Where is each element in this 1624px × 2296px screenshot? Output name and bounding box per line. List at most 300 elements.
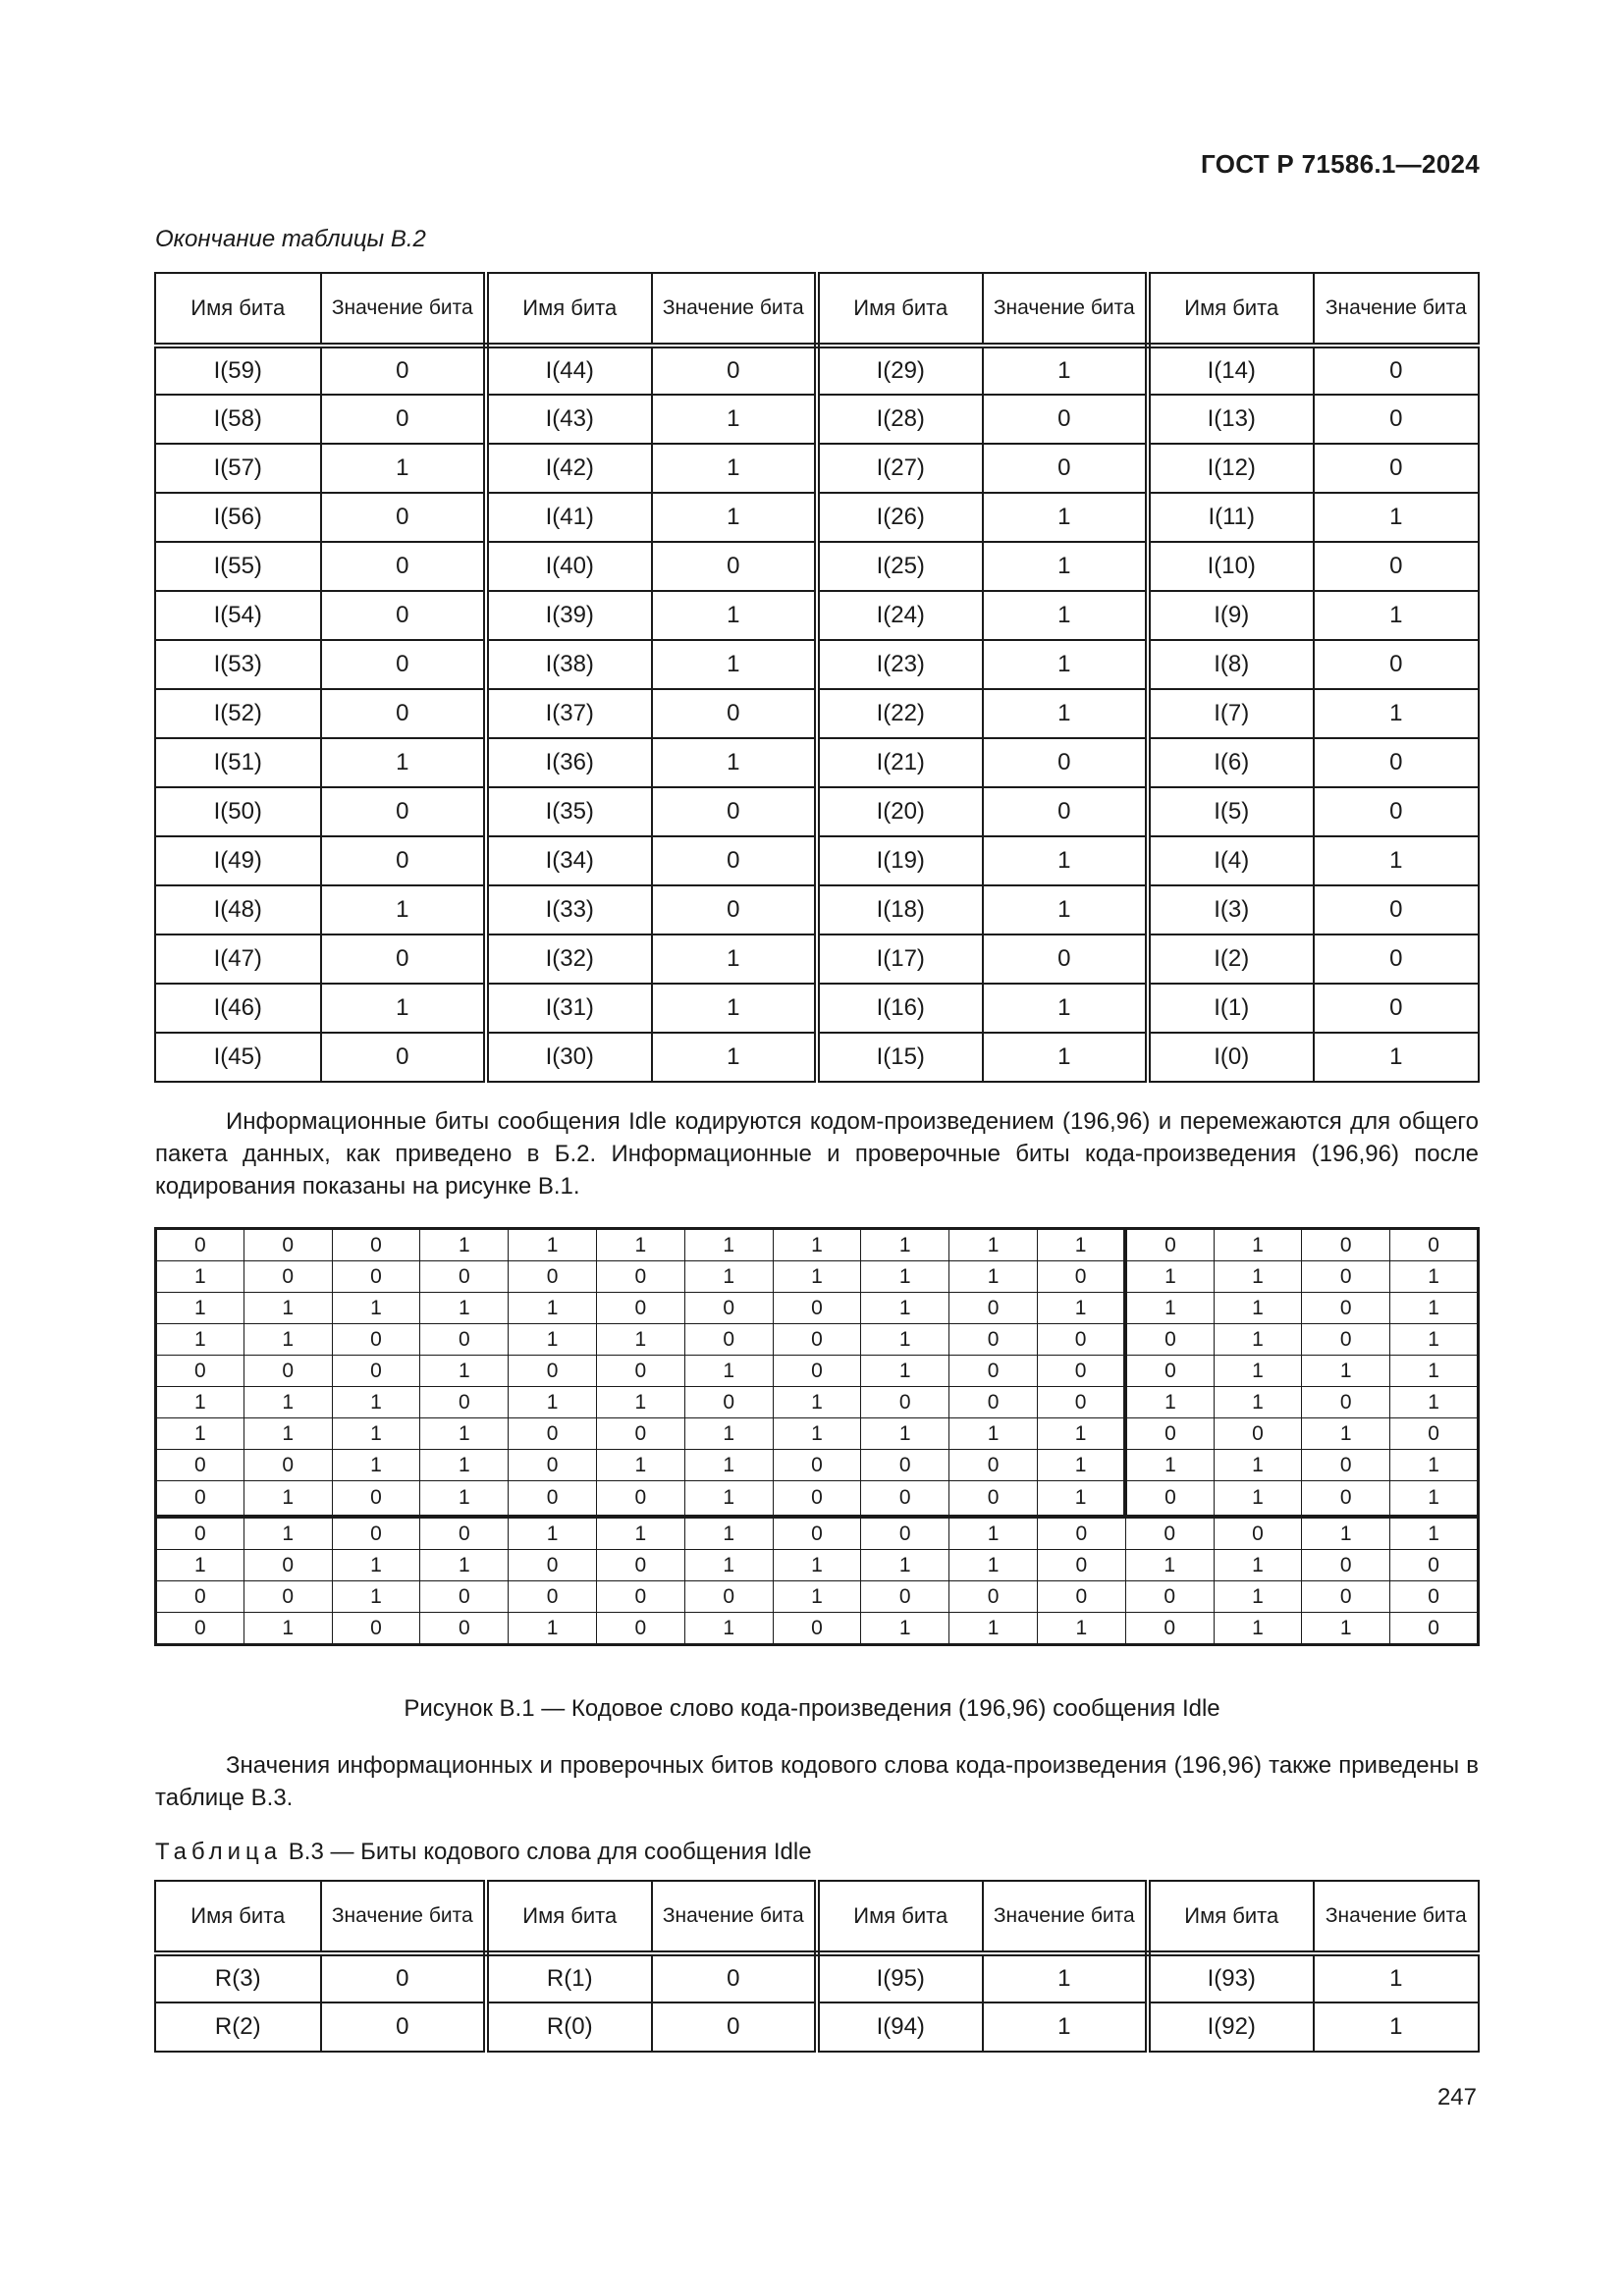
figure-caption: Рисунок В.1 — Кодовое слово кода-произведения (196,96) сообщения Idle xyxy=(404,1695,1220,1722)
codeword-figure xyxy=(154,1227,1480,1646)
column-header-bit-name: Имя бита xyxy=(486,273,652,346)
bit-value-cell: 1 xyxy=(983,836,1149,885)
codeword-bit: 1 xyxy=(1214,1261,1302,1293)
codeword-bit: 1 xyxy=(1214,1450,1302,1481)
bit-name-cell: I(6) xyxy=(1148,738,1314,787)
codeword-bit: 1 xyxy=(244,1481,332,1518)
bit-name-cell: I(40) xyxy=(486,542,652,591)
codeword-bit: 0 xyxy=(1125,1418,1214,1450)
bit-value-cell: 1 xyxy=(652,591,818,640)
bit-value-cell: 0 xyxy=(321,493,487,542)
bit-value-cell: 1 xyxy=(983,885,1149,934)
bit-name-cell: I(12) xyxy=(1148,444,1314,493)
bit-name-cell: I(42) xyxy=(486,444,652,493)
bit-name-cell: I(3) xyxy=(1148,885,1314,934)
bit-value-cell: 1 xyxy=(983,346,1149,395)
codeword-row xyxy=(156,1261,1479,1293)
codeword-bit: 1 xyxy=(684,1450,773,1481)
codeword-bit: 0 xyxy=(684,1581,773,1613)
codeword-bit: 0 xyxy=(949,1324,1038,1356)
codeword-bit: 0 xyxy=(1390,1229,1479,1261)
codeword-row xyxy=(156,1450,1479,1481)
codeword-bit: 1 xyxy=(1390,1450,1479,1481)
bit-name-cell: I(93) xyxy=(1148,1953,1314,2002)
bit-name-cell: I(45) xyxy=(155,1033,321,1082)
codeword-bit: 1 xyxy=(509,1229,597,1261)
bit-name-cell: I(18) xyxy=(817,885,983,934)
bit-value-cell: 0 xyxy=(652,1953,818,2002)
codeword-bit: 1 xyxy=(596,1517,684,1550)
bit-value-cell: 1 xyxy=(983,689,1149,738)
codeword-bit: 0 xyxy=(1125,1517,1214,1550)
codeword-bit: 1 xyxy=(509,1293,597,1324)
codeword-bit: 1 xyxy=(684,1418,773,1450)
column-header-bit-name: Имя бита xyxy=(155,273,321,346)
codeword-bit: 0 xyxy=(773,1450,861,1481)
bit-name-cell: I(35) xyxy=(486,787,652,836)
codeword-bit: 0 xyxy=(949,1481,1038,1518)
codeword-bit: 1 xyxy=(420,1229,509,1261)
codeword-bit: 1 xyxy=(1214,1293,1302,1324)
codeword-bit: 1 xyxy=(156,1261,244,1293)
bit-name-cell: I(7) xyxy=(1148,689,1314,738)
codeword-bit: 1 xyxy=(684,1613,773,1645)
bit-name-cell: I(50) xyxy=(155,787,321,836)
codeword-bit: 0 xyxy=(1037,1550,1125,1581)
codeword-bit: 1 xyxy=(684,1517,773,1550)
codeword-bit: 1 xyxy=(420,1481,509,1518)
codeword-bit: 0 xyxy=(509,1550,597,1581)
bit-value-cell: 0 xyxy=(983,395,1149,444)
codeword-bit: 0 xyxy=(861,1450,949,1481)
codeword-bit: 0 xyxy=(861,1387,949,1418)
codeword-bit: 0 xyxy=(949,1450,1038,1481)
codeword-row xyxy=(156,1550,1479,1581)
bit-name-cell: I(34) xyxy=(486,836,652,885)
bit-value-cell: 0 xyxy=(1314,542,1480,591)
table-row xyxy=(155,1033,1479,1082)
codeword-bit: 0 xyxy=(596,1293,684,1324)
bit-value-cell: 0 xyxy=(321,591,487,640)
codeword-bit: 1 xyxy=(1214,1613,1302,1645)
codeword-bit: 0 xyxy=(509,1450,597,1481)
codeword-bit: 1 xyxy=(684,1229,773,1261)
codeword-bit: 1 xyxy=(1037,1481,1125,1518)
codeword-bit: 1 xyxy=(1302,1356,1390,1387)
paragraph-encoding xyxy=(155,1105,1479,1202)
bit-value-cell: 1 xyxy=(652,738,818,787)
bit-value-cell: 1 xyxy=(983,591,1149,640)
codeword-bit: 1 xyxy=(332,1581,420,1613)
bit-name-cell: I(16) xyxy=(817,984,983,1033)
bit-name-cell: I(26) xyxy=(817,493,983,542)
codeword-bit: 0 xyxy=(1390,1581,1479,1613)
bit-value-cell: 0 xyxy=(1314,934,1480,984)
bit-name-cell: I(30) xyxy=(486,1033,652,1082)
bit-name-cell: I(14) xyxy=(1148,346,1314,395)
bit-name-cell: I(8) xyxy=(1148,640,1314,689)
paragraph-codeword-values-text: Значения информационных и проверочных битов кодового слова кода-произведения (196,96) также приведены в таблице В.3. xyxy=(155,1752,1479,1811)
column-header-bit-name: Имя бита xyxy=(1148,273,1314,346)
bit-value-cell: 0 xyxy=(321,787,487,836)
codeword-bit: 1 xyxy=(1302,1517,1390,1550)
bit-value-cell: 0 xyxy=(321,2002,487,2052)
bit-name-cell: I(28) xyxy=(817,395,983,444)
bit-name-cell: I(31) xyxy=(486,984,652,1033)
codeword-bit: 1 xyxy=(1214,1550,1302,1581)
codeword-bit: 0 xyxy=(1302,1581,1390,1613)
bit-value-cell: 0 xyxy=(321,346,487,395)
column-header-bit-name: Имя бита xyxy=(155,1881,321,1953)
codeword-bit: 1 xyxy=(1125,1261,1214,1293)
bit-name-cell: I(57) xyxy=(155,444,321,493)
codeword-bit: 0 xyxy=(1390,1418,1479,1450)
codeword-bit: 0 xyxy=(332,1356,420,1387)
codeword-bit: 0 xyxy=(1125,1581,1214,1613)
bit-name-cell: I(36) xyxy=(486,738,652,787)
bit-value-cell: 0 xyxy=(1314,984,1480,1033)
codeword-bit: 0 xyxy=(244,1550,332,1581)
codeword-bit: 1 xyxy=(244,1613,332,1645)
bit-value-cell: 1 xyxy=(983,493,1149,542)
table-row xyxy=(155,493,1479,542)
column-header-bit-value: Значение бита xyxy=(983,1881,1149,1953)
table-row xyxy=(155,836,1479,885)
codeword-bit: 0 xyxy=(1302,1550,1390,1581)
bit-value-cell: 1 xyxy=(652,493,818,542)
bit-value-cell: 0 xyxy=(983,934,1149,984)
codeword-bit: 0 xyxy=(332,1261,420,1293)
codeword-bit: 0 xyxy=(773,1517,861,1550)
codeword-bit: 0 xyxy=(1390,1550,1479,1581)
codeword-bit: 0 xyxy=(1302,1450,1390,1481)
bit-value-cell: 0 xyxy=(1314,395,1480,444)
codeword-bit: 1 xyxy=(1214,1387,1302,1418)
codeword-bit: 1 xyxy=(332,1293,420,1324)
bit-value-cell: 0 xyxy=(321,934,487,984)
codeword-bit: 1 xyxy=(684,1261,773,1293)
bit-name-cell: I(51) xyxy=(155,738,321,787)
codeword-bit: 1 xyxy=(861,1293,949,1324)
bit-value-cell: 1 xyxy=(983,2002,1149,2052)
codeword-row xyxy=(156,1356,1479,1387)
codeword-bit: 1 xyxy=(1390,1356,1479,1387)
bit-value-cell: 1 xyxy=(321,984,487,1033)
codeword-bit: 0 xyxy=(420,1581,509,1613)
codeword-bit: 0 xyxy=(420,1387,509,1418)
bit-value-cell: 1 xyxy=(1314,1033,1480,1082)
codeword-bit: 1 xyxy=(156,1550,244,1581)
codeword-bit: 0 xyxy=(596,1613,684,1645)
codeword-bit: 1 xyxy=(1390,1387,1479,1418)
codeword-bit: 0 xyxy=(332,1517,420,1550)
column-header-bit-value: Значение бита xyxy=(652,1881,818,1953)
bit-value-cell: 0 xyxy=(1314,787,1480,836)
bit-name-cell: I(53) xyxy=(155,640,321,689)
codeword-bit: 0 xyxy=(1037,1387,1125,1418)
codeword-bit: 0 xyxy=(156,1450,244,1481)
bit-name-cell: I(27) xyxy=(817,444,983,493)
codeword-bit: 1 xyxy=(156,1293,244,1324)
codeword-bit: 0 xyxy=(1302,1261,1390,1293)
bit-name-cell: R(0) xyxy=(486,2002,652,2052)
codeword-bit: 1 xyxy=(596,1387,684,1418)
codeword-bit: 0 xyxy=(949,1387,1038,1418)
codeword-bit: 1 xyxy=(420,1418,509,1450)
table-row xyxy=(155,885,1479,934)
codeword-bit: 1 xyxy=(244,1293,332,1324)
codeword-bit: 0 xyxy=(596,1550,684,1581)
bit-value-cell: 0 xyxy=(652,836,818,885)
codeword-bit: 1 xyxy=(509,1517,597,1550)
codeword-bit: 1 xyxy=(596,1324,684,1356)
codeword-bit: 0 xyxy=(156,1517,244,1550)
codeword-bit: 1 xyxy=(1125,1293,1214,1324)
bit-value-cell: 1 xyxy=(652,1033,818,1082)
bit-value-cell: 1 xyxy=(1314,2002,1480,2052)
codeword-bit: 1 xyxy=(1302,1613,1390,1645)
bit-value-cell: 0 xyxy=(652,542,818,591)
bit-value-cell: 1 xyxy=(652,640,818,689)
codeword-bit: 1 xyxy=(509,1613,597,1645)
codeword-bit: 1 xyxy=(1214,1481,1302,1518)
bit-name-cell: I(43) xyxy=(486,395,652,444)
bit-value-cell: 1 xyxy=(1314,591,1480,640)
bit-name-cell: R(1) xyxy=(486,1953,652,2002)
codeword-bit: 0 xyxy=(332,1229,420,1261)
column-header-bit-name: Имя бита xyxy=(486,1881,652,1953)
codeword-bit: 0 xyxy=(244,1261,332,1293)
column-header-bit-name: Имя бита xyxy=(817,1881,983,1953)
codeword-bit: 1 xyxy=(949,1261,1038,1293)
codeword-bit: 1 xyxy=(1037,1450,1125,1481)
codeword-row xyxy=(156,1293,1479,1324)
column-header-bit-value: Значение бита xyxy=(321,273,487,346)
codeword-bit: 1 xyxy=(1390,1517,1479,1550)
codeword-bit: 1 xyxy=(861,1356,949,1387)
bit-name-cell: I(52) xyxy=(155,689,321,738)
bit-name-cell: I(37) xyxy=(486,689,652,738)
codeword-bit: 0 xyxy=(1302,1229,1390,1261)
codeword-bit: 1 xyxy=(949,1418,1038,1450)
codeword-bit: 0 xyxy=(1037,1356,1125,1387)
bit-value-cell: 1 xyxy=(321,738,487,787)
paragraph-encoding-text: Информационные биты сообщения Idle кодируются кодом-произведением (196,96) и перемежаются для общего пакета данных, как приведено в Б.2. Информационные и проверочные биты кода-произведения (196,96) после кодирования показаны на рисунке В.1. xyxy=(155,1108,1479,1200)
bit-name-cell: I(0) xyxy=(1148,1033,1314,1082)
codeword-bit: 1 xyxy=(1125,1450,1214,1481)
codeword-bit: 1 xyxy=(1214,1581,1302,1613)
bit-value-cell: 1 xyxy=(1314,689,1480,738)
codeword-bit: 1 xyxy=(1390,1481,1479,1518)
table-row xyxy=(155,2002,1479,2052)
codeword-bit: 0 xyxy=(156,1613,244,1645)
codeword-bit: 0 xyxy=(1037,1581,1125,1613)
bit-value-cell: 0 xyxy=(983,444,1149,493)
codeword-row xyxy=(156,1481,1479,1518)
codeword-bit: 1 xyxy=(332,1387,420,1418)
bit-name-cell: I(41) xyxy=(486,493,652,542)
codeword-bit: 0 xyxy=(1037,1324,1125,1356)
codeword-bit: 1 xyxy=(1037,1293,1125,1324)
codeword-bit: 1 xyxy=(1214,1356,1302,1387)
table-row xyxy=(155,689,1479,738)
paragraph-codeword-values xyxy=(155,1749,1479,1814)
codeword-bit: 0 xyxy=(244,1450,332,1481)
bit-name-cell: R(2) xyxy=(155,2002,321,2052)
codeword-bit: 1 xyxy=(1390,1293,1479,1324)
bit-name-cell: I(9) xyxy=(1148,591,1314,640)
codeword-bit: 1 xyxy=(1037,1613,1125,1645)
table-b2-caption: Окончание таблицы В.2 xyxy=(155,226,426,252)
column-header-bit-value: Значение бита xyxy=(1314,273,1480,346)
codeword-bit: 1 xyxy=(156,1418,244,1450)
table-row xyxy=(155,346,1479,395)
codeword-bit: 1 xyxy=(861,1550,949,1581)
bit-name-cell: R(3) xyxy=(155,1953,321,2002)
codeword-bit: 1 xyxy=(949,1229,1038,1261)
bit-name-cell: I(10) xyxy=(1148,542,1314,591)
bit-name-cell: I(17) xyxy=(817,934,983,984)
bit-name-cell: I(4) xyxy=(1148,836,1314,885)
table-row xyxy=(155,395,1479,444)
codeword-bit: 0 xyxy=(1125,1356,1214,1387)
codeword-bit: 1 xyxy=(420,1356,509,1387)
codeword-bit: 1 xyxy=(773,1387,861,1418)
bit-value-cell: 0 xyxy=(1314,640,1480,689)
codeword-bit: 1 xyxy=(949,1613,1038,1645)
bit-value-cell: 0 xyxy=(1314,738,1480,787)
bit-name-cell: I(47) xyxy=(155,934,321,984)
codeword-bit: 1 xyxy=(773,1261,861,1293)
codeword-bit: 1 xyxy=(420,1550,509,1581)
codeword-bit: 0 xyxy=(861,1581,949,1613)
codeword-bit: 1 xyxy=(509,1324,597,1356)
table-header-row xyxy=(155,1881,1479,1953)
bit-name-cell: I(29) xyxy=(817,346,983,395)
table-b3-title xyxy=(155,1839,812,1866)
bit-name-cell: I(21) xyxy=(817,738,983,787)
codeword-bit: 0 xyxy=(949,1293,1038,1324)
table-row xyxy=(155,640,1479,689)
codeword-bit: 1 xyxy=(1125,1387,1214,1418)
column-header-bit-value: Значение бита xyxy=(983,273,1149,346)
codeword-bit: 0 xyxy=(596,1261,684,1293)
codeword-bit: 0 xyxy=(1037,1517,1125,1550)
bit-value-cell: 1 xyxy=(652,444,818,493)
codeword-bit: 0 xyxy=(773,1356,861,1387)
bit-value-cell: 0 xyxy=(983,738,1149,787)
codeword-bit: 0 xyxy=(509,1581,597,1613)
codeword-bit: 0 xyxy=(861,1517,949,1550)
codeword-bit: 0 xyxy=(773,1293,861,1324)
codeword-bit: 0 xyxy=(773,1481,861,1518)
bit-value-cell: 0 xyxy=(1314,346,1480,395)
codeword-bit: 1 xyxy=(1302,1418,1390,1450)
codeword-bit: 1 xyxy=(596,1229,684,1261)
column-header-bit-value: Значение бита xyxy=(321,1881,487,1953)
codeword-bit: 0 xyxy=(861,1481,949,1518)
table-b2 xyxy=(154,272,1480,1083)
column-header-bit-name: Имя бита xyxy=(1148,1881,1314,1953)
codeword-bit: 1 xyxy=(420,1293,509,1324)
bit-name-cell: I(58) xyxy=(155,395,321,444)
codeword-row xyxy=(156,1387,1479,1418)
table-header-row xyxy=(155,273,1479,346)
bit-name-cell: I(59) xyxy=(155,346,321,395)
codeword-bit: 1 xyxy=(684,1481,773,1518)
bit-value-cell: 1 xyxy=(1314,493,1480,542)
codeword-bit: 0 xyxy=(156,1481,244,1518)
bit-name-cell: I(54) xyxy=(155,591,321,640)
codeword-bit: 1 xyxy=(1037,1229,1125,1261)
bit-value-cell: 1 xyxy=(1314,836,1480,885)
codeword-bit: 1 xyxy=(773,1418,861,1450)
codeword-bit: 0 xyxy=(773,1324,861,1356)
codeword-row xyxy=(156,1229,1479,1261)
bit-value-cell: 1 xyxy=(321,444,487,493)
codeword-bit: 0 xyxy=(949,1356,1038,1387)
bit-name-cell: I(5) xyxy=(1148,787,1314,836)
bit-value-cell: 0 xyxy=(321,1033,487,1082)
table-row xyxy=(155,738,1479,787)
codeword-bit: 1 xyxy=(332,1550,420,1581)
codeword-bit: 1 xyxy=(156,1387,244,1418)
codeword-bit: 0 xyxy=(509,1481,597,1518)
bit-name-cell: I(38) xyxy=(486,640,652,689)
codeword-bit: 0 xyxy=(684,1387,773,1418)
codeword-bit: 1 xyxy=(773,1581,861,1613)
table-b3 xyxy=(154,1880,1480,2053)
codeword-bit: 0 xyxy=(332,1613,420,1645)
column-header-bit-value: Значение бита xyxy=(1314,1881,1480,1953)
bit-value-cell: 0 xyxy=(321,542,487,591)
codeword-bit: 1 xyxy=(1390,1261,1479,1293)
bit-name-cell: I(92) xyxy=(1148,2002,1314,2052)
bit-value-cell: 0 xyxy=(1314,885,1480,934)
bit-value-cell: 0 xyxy=(321,1953,487,2002)
codeword-bit: 1 xyxy=(244,1517,332,1550)
table-row xyxy=(155,591,1479,640)
codeword-bit: 0 xyxy=(244,1581,332,1613)
codeword-bit: 0 xyxy=(1302,1481,1390,1518)
bit-value-cell: 1 xyxy=(652,934,818,984)
bit-value-cell: 1 xyxy=(983,1033,1149,1082)
bit-name-cell: I(44) xyxy=(486,346,652,395)
codeword-bit: 1 xyxy=(1214,1229,1302,1261)
bit-value-cell: 0 xyxy=(321,836,487,885)
table-row xyxy=(155,984,1479,1033)
bit-name-cell: I(20) xyxy=(817,787,983,836)
codeword-bit: 1 xyxy=(684,1356,773,1387)
codeword-bit: 0 xyxy=(509,1356,597,1387)
codeword-bit: 0 xyxy=(420,1613,509,1645)
table-b3-title-rest: В.3 — Биты кодового слова для сообщения Idle xyxy=(288,1839,812,1865)
codeword-bit: 0 xyxy=(596,1356,684,1387)
codeword-bit: 0 xyxy=(244,1356,332,1387)
bit-value-cell: 0 xyxy=(652,2002,818,2052)
page-number: 247 xyxy=(1436,2084,1477,2110)
codeword-bit: 0 xyxy=(420,1324,509,1356)
bit-name-cell: I(49) xyxy=(155,836,321,885)
bit-value-cell: 0 xyxy=(321,640,487,689)
codeword-row xyxy=(156,1581,1479,1613)
codeword-bit: 1 xyxy=(1037,1418,1125,1450)
codeword-bit: 0 xyxy=(509,1418,597,1450)
table-row xyxy=(155,787,1479,836)
codeword-bit: 0 xyxy=(684,1324,773,1356)
codeword-bit: 1 xyxy=(332,1418,420,1450)
bit-value-cell: 0 xyxy=(321,395,487,444)
